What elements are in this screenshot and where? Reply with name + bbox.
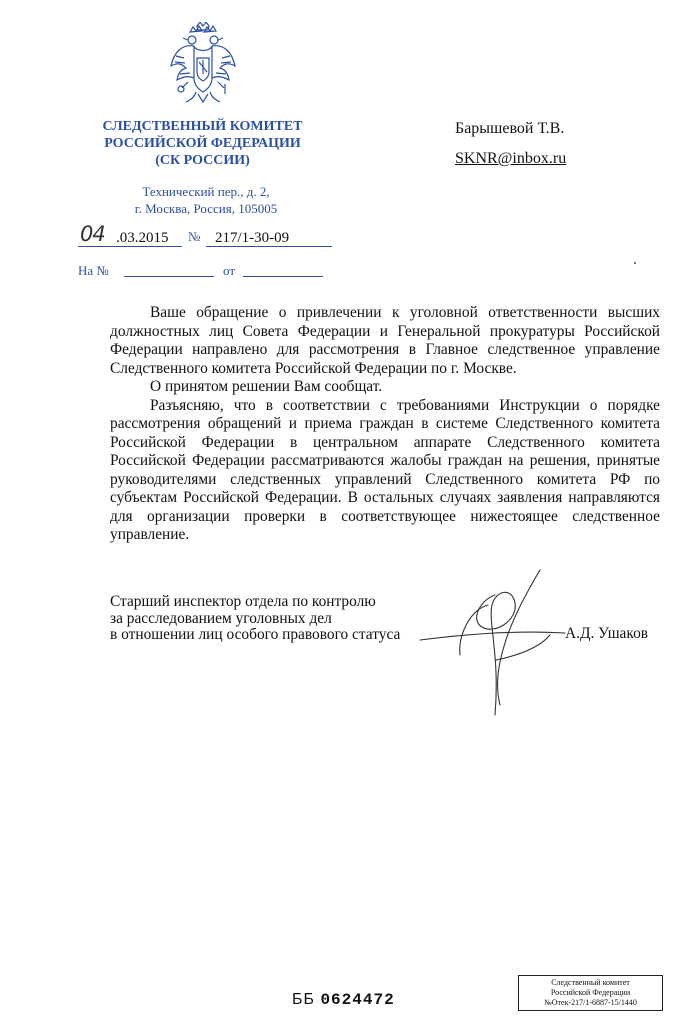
speck [634, 262, 636, 264]
body-paragraph: Разъясняю, что в соответствии с требованиями Инструкции о порядке рассмотрения обращений и приема граждан в системе Следственного комитета Российской Федерации в центральном аппарате Следственного комитета Российской Федерации рассматриваются жалобы граждан на решения, принятые руководителями следственных управлений Следственного комитета РФ по субъектам Российской Федерации. В остальных случаях заявления направляются для организации проверки в соответствующее нижестоящее следственное управление. [110, 396, 660, 543]
number-underline [206, 246, 332, 247]
coat-of-arms-icon [168, 22, 238, 104]
handwritten-day: 04 [80, 222, 105, 246]
handwritten-signature-icon [400, 565, 570, 720]
stamp-line3: №Отек-217/1-6887-15/1440 [544, 998, 637, 1007]
addressee-email: SKNR@inbox.ru [455, 150, 567, 167]
reference-date-blank [243, 276, 323, 277]
number-sign: № [188, 229, 201, 244]
reference-line [78, 261, 338, 281]
serial-number: 0624472 [320, 991, 395, 1009]
org-name-line2: РОССИЙСКОЙ ФЕДЕРАЦИИ [104, 136, 301, 151]
body-paragraph: О принятом решении Вам сообщат. [150, 378, 383, 395]
reference-number-blank [124, 276, 214, 277]
form-serial [292, 991, 395, 1009]
addressee-block [455, 114, 566, 174]
org-name-line1: СЛЕДСТВЕННЫЙ КОМИТЕТ [102, 119, 303, 134]
addressee-name: Барышевой Т.В. [455, 120, 565, 137]
reference-from-label: от [223, 263, 236, 278]
signatory-name: А.Д. Ушаков [565, 625, 649, 642]
position-line1: Старший инспектор отдела по контролю [110, 593, 376, 610]
letter-body [110, 304, 660, 545]
address-line1: Технический пер., д. 2, [142, 184, 270, 199]
reference-number-label: На № [78, 263, 109, 278]
stamp-line2: Российской Федерации [550, 988, 631, 997]
position-line2: за расследованием уголовных дел [110, 609, 332, 627]
position-line3: в отношении лиц особого правового статуса [110, 626, 401, 643]
registration-stamp [518, 975, 663, 1011]
registration-number: 217/1-30-09 [215, 230, 290, 246]
address-line2: г. Москва, Россия, 105005 [134, 201, 278, 216]
outgoing-registration [78, 222, 330, 248]
org-name-line3: (СК РОССИИ) [155, 153, 250, 168]
serial-prefix: ББ [292, 991, 315, 1008]
letterhead-organization [90, 118, 315, 169]
signatory-position [110, 594, 430, 644]
date-underline [78, 246, 182, 247]
body-paragraph: Ваше обращение о привлечении к уголовной ответственности высших должностных лиц Совета Федерации и Генеральной прокуратуры Российской Федерации направлено для рассмотрения в Главное следственное управление Следственного комитета Российской Федерации по г. Москве. [110, 304, 660, 377]
letterhead-address [95, 183, 317, 217]
stamp-line1: Следственный комитет [551, 978, 630, 987]
date-value: .03.2015 [116, 230, 169, 246]
